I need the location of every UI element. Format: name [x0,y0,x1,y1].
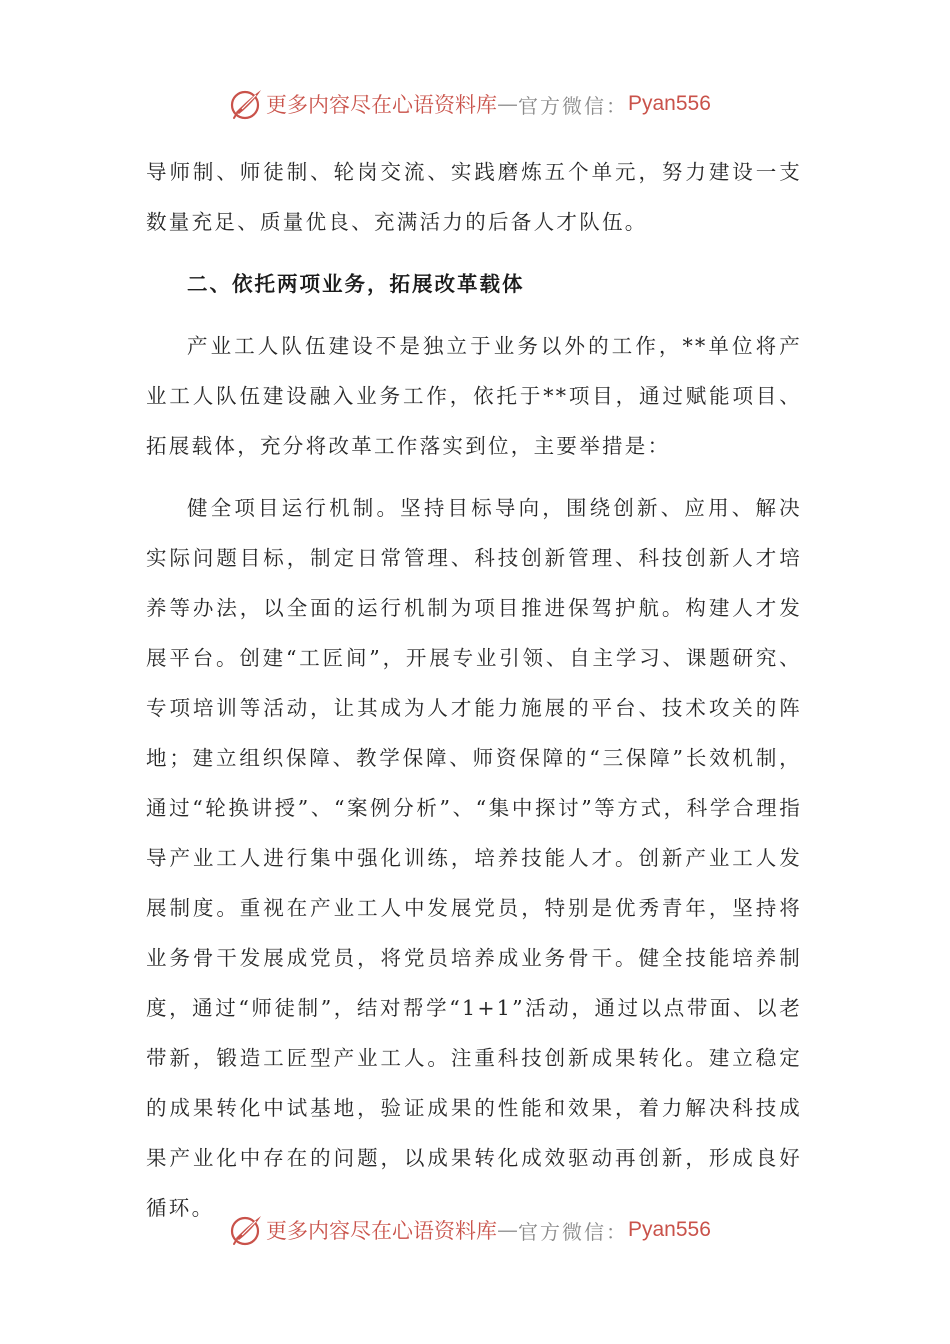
paragraph-gap [146,309,802,321]
watermark-slogan: 更多内容尽在心语资料库 [266,1219,497,1243]
paragraph-gap [146,471,802,483]
watermark-wechat-label: 官方微信： [518,93,628,118]
watermark-dash: — [497,1218,518,1242]
watermark-dash: — [497,92,518,116]
paragraph-gap [146,247,802,259]
paragraph-intro: 产业工人队伍建设不是独立于业务以外的工作，**单位将产业工人队伍建设融入业务工作，依托于**项目，通过赋能项目、拓展载体，充分将改革工作落实到位，主要举措是： [146,334,802,458]
watermark-slogan: 更多内容尽在心语资料库 [266,93,497,117]
section-heading: 二、依托两项业务，拓展改革载体 [187,272,525,296]
footer-watermark [228,1210,711,1250]
quill-pen-logo-icon [228,86,264,122]
document-body [146,147,802,1233]
watermark-wechat-label: 官方微信： [518,1219,628,1244]
paragraph-measures: 健全项目运行机制。坚持目标导向，围绕创新、应用、解决实际问题目标，制定日常管理、科技创新管理、科技创新人才培养等办法，以全面的运行机制为项目推进保驾护航。构建人才发展平台。创建“工匠间”，开展专业引领、自主学习、课题研究、专项培训等活动，让其成为人才能力施展的平台、技术攻关的阵地；建立组织保障、教学保障、师资保障的“三保障”长效机制，通过“轮换讲授”、“案例分析”、“集中探讨”等方式，科学合理指导产业工人进行集中强化训练，培养技能人才。创新产业工人发展制度。重视在产业工人中发展党员，特别是优秀青年，坚持将业务骨干发展成党员，将党员培养成业务骨干。健全技能培养制度，通过“师徒制”，结对帮学“1+1”活动，通过以点带面、以老带新，锻造工匠型产业工人。注重科技创新成果转化。建立稳定的成果转化中试基地，验证成果的性能和效果，着力解决科技成果产业化中存在的问题，以成果转化成效驱动再创新，形成良好循环。 [146,496,802,1220]
header-watermark [228,84,711,124]
quill-pen-logo-icon [228,1212,264,1248]
watermark-wechat-id: Pyan556 [628,92,711,115]
paragraph-continued: 导师制、师徒制、轮岗交流、实践磨炼五个单元，努力建设一支数量充足、质量优良、充满活力的后备人才队伍。 [146,160,802,234]
watermark-wechat-id: Pyan556 [628,1218,711,1241]
